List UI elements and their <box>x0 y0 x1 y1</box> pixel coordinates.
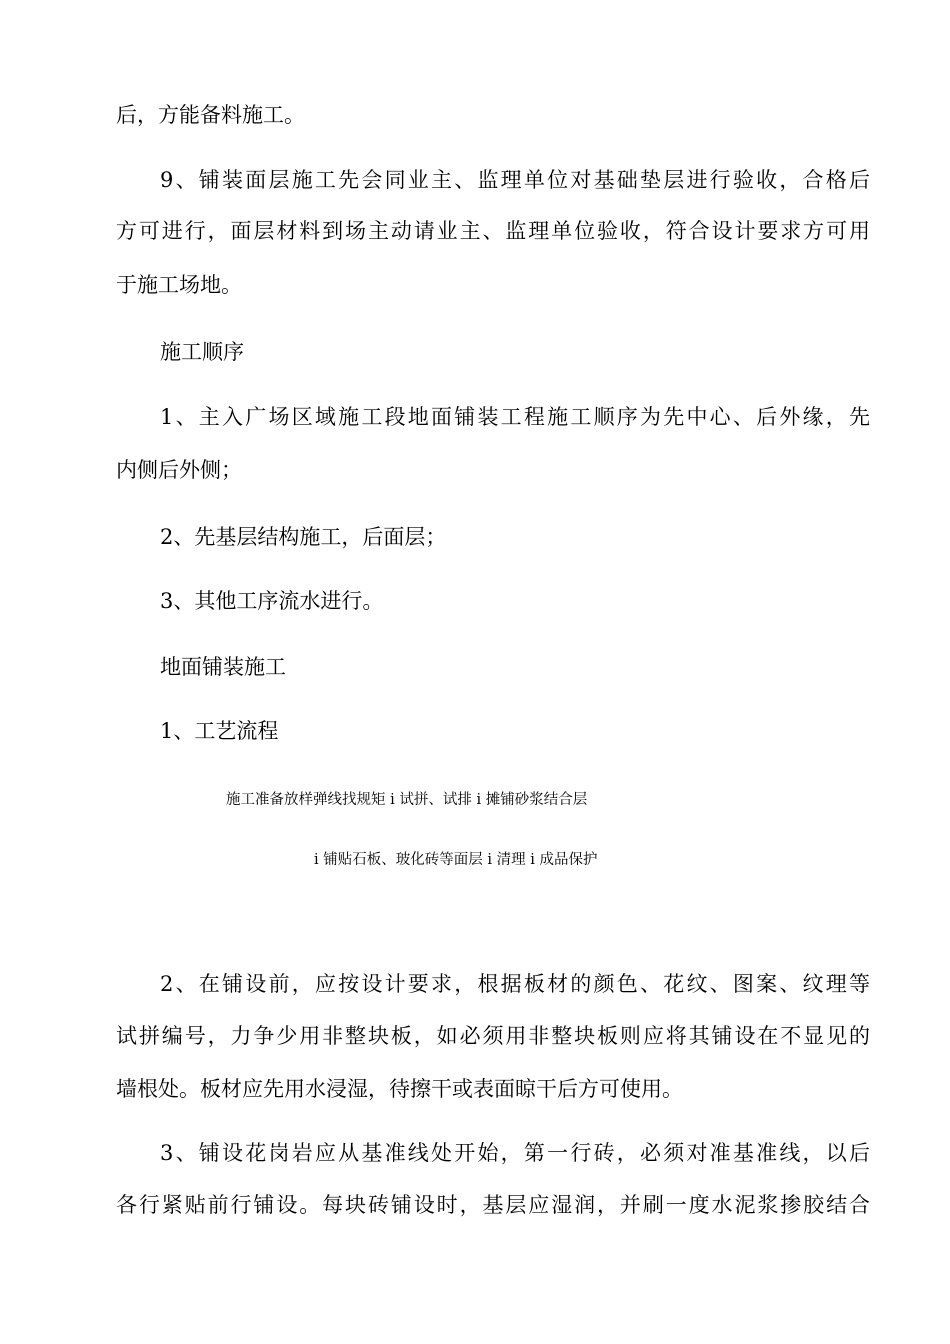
paragraph-line: 3、其他工序流水进行。 <box>160 589 384 613</box>
paragraph-line: 于施工场地。 <box>116 273 242 297</box>
paragraph-line: 1、主入广场区域施工段地面铺装工程施工顺序为先中心、后外缘，先 <box>160 405 870 429</box>
subsection-heading: 1、工艺流程 <box>160 719 279 743</box>
paragraph-line: 2、先基层结构施工，后面层； <box>160 525 447 549</box>
paragraph-line: 各行紧贴前行铺设。每块砖铺设时，基层应湿润，并刷一度水泥浆掺胶结合 <box>116 1193 870 1217</box>
section-heading: 施工顺序 <box>160 340 244 364</box>
paragraph-line: 墙根处。板材应先用水浸湿，待擦干或表面晾干后方可使用。 <box>116 1077 683 1101</box>
paragraph-line: 后，方能备料施工。 <box>116 103 305 127</box>
paragraph-line: 方可进行，面层材料到场主动请业主、监理单位验收，符合设计要求方可用 <box>116 219 870 243</box>
paragraph-line: 内侧后外侧； <box>116 458 242 482</box>
process-flow-row-2: i 铺贴石板、玻化砖等面层 i 清理 i 成品保护 <box>314 852 598 868</box>
section-heading: 地面铺装施工 <box>160 655 286 679</box>
paragraph-line: 9、铺装面层施工先会同业主、监理单位对基础垫层进行验收，合格后 <box>160 168 870 192</box>
paragraph-line: 3、铺设花岗岩应从基准线处开始，第一行砖，必须对准基准线，以后 <box>160 1141 870 1165</box>
process-flow-row-1: 施工准备放样弹线找规矩 i 试拼、试排 i 摊铺砂浆结合层 <box>226 792 588 808</box>
paragraph-line: 2、在铺设前，应按设计要求，根据板材的颜色、花纹、图案、纹理等 <box>160 972 870 996</box>
paragraph-line: 试拼编号，力争少用非整块板，如必须用非整块板则应将其铺设在不显见的 <box>116 1024 870 1048</box>
